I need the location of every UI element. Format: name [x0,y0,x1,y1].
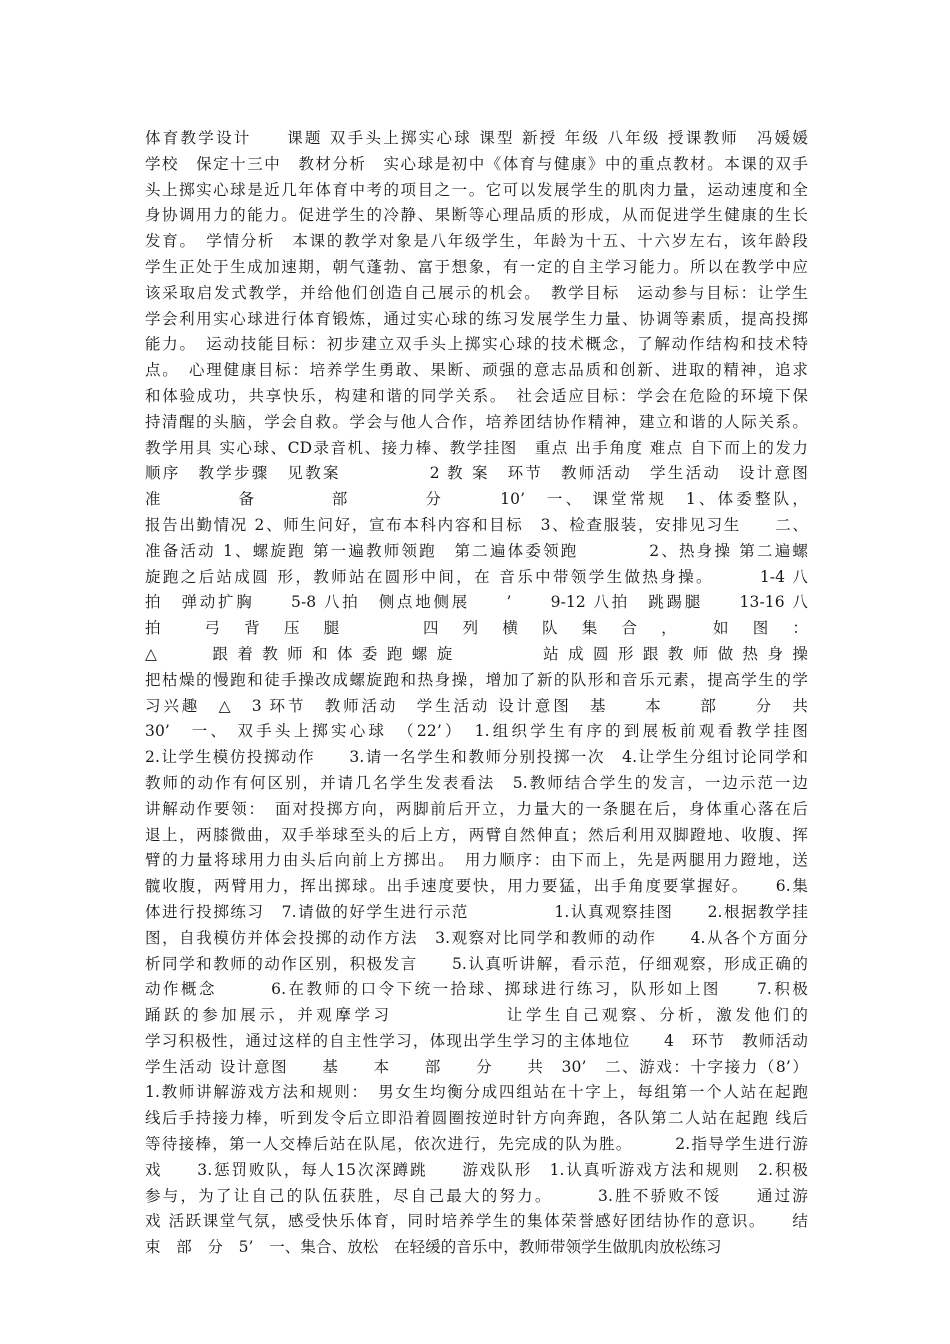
text-line: 图，自我模仿并体会投掷的动作方法 3.观察对比同学和教师的动作 4.从各个方面分 [145,928,808,947]
text-line: 发育。 学情分析 本课的教学对象是八年级学生，年龄为十五、十六岁左右，该年龄段 [145,232,808,251]
text-line: 戏 活跃课堂气氛，感受快乐体育，同时培养学生的集体荣誉感好团结协作的意识。 结 [145,1212,808,1231]
text-line: 身协调用力的能力。促进学生的冷静、果断等心理品质的形成，从而促进学生健康的生长 [145,206,808,225]
text-line: 旋跑之后站成圆 形，教师站在圆形中间，在 音乐中带领学生做热身操。 1-4 八 [145,567,808,586]
text-line: 线后手持接力棒，听到发令后立即沿着圆圈按逆时针方向奔跑，各队第二人站在起跑 线后 [145,1109,808,1128]
text-line: 析同学和教师的动作区别，积极发言 5.认真听讲解，看示范，仔细观察，形成正确的 [145,954,808,973]
text-line: 体进行投掷练习 7.请做的好学生进行示范 1.认真观察挂图 2.根据教学挂 [145,902,808,921]
text-line: 习兴趣 △ 3 环节 教师活动 学生活动 设计意图 基 本 部 分 共 [145,696,808,715]
text-line: 参与，为了让自己的队伍获胜，尽自己最大的努力。 3.胜不骄败不馁 通过游 [145,1186,808,1205]
text-line: 束 部 分 5’ 一、集合、放松 在轻缓的音乐中，教师带领学生做肌肉放松练习 [145,1238,722,1257]
text-line: 准 备 部 分 10’ 一、 课堂常规 1、体委整队， [145,490,808,509]
text-line: 学校 保定十三中 教材分析 实心球是初中《体育与健康》中的重点教材。本课的双手 [145,154,808,173]
text-line: 持清醒的头脑，学会自救。学会与他人合作，培养团结协作精神，建立和谐的人际关系。 [145,412,808,431]
text-line: 1.教师讲解游戏方法和规则： 男女生均衡分成四组站在十字上，每组第一个人站在起跑 [145,1083,808,1102]
text-line: 2.让学生模仿投掷动作 3.请一名学生和教师分别投掷一次 4.让学生分组讨论同学和 [145,748,808,767]
text-line: 顺序 教学步骤 见教案 2 教 案 环节 教师活动 学生活动 设计意图 [145,464,808,483]
text-line: 髋收腹，两臂用力，挥出掷球。出手速度要快，用力要猛，出手角度要掌握好。 6.集 [145,877,808,896]
text-line: 戏 3.惩罚败队，每人15次深蹲跳 游戏队形 1.认真听游戏方法和规则 2.积极 [145,1160,808,1179]
text-line: 学生正处于生成加速期，朝气蓬勃、富于想象，有一定的自主学习能力。所以在教学中应 [145,257,808,276]
text-line: 学会利用实心球进行体育锻炼，通过实心球的练习发展学生力量、协调等素质，提高投掷 [145,309,808,328]
lesson-plan-text [145,126,808,1261]
text-line: 能力。 运动技能目标：初步建立双手头上掷实心球的技术概念，了解动作结构和技术特 [145,335,808,354]
text-line: 点。 心理健康目标：培养学生勇敢、果断、顽强的意志品质和创新、进取的精神，追求 [145,361,808,380]
text-line: 学习积极性，通过这样的自主性学习，体现出学生学习的主体地位 4 环节 教师活动 [145,1031,808,1050]
text-line: 教学用具 实心球、CD录音机、接力棒、教学挂图 重点 出手角度 难点 自下而上的发力 [145,438,808,457]
text-line: 报告出勤情况 2、师生问好，宣布本科内容和目标 3、检查服装，安排见习生 二、 [145,515,808,534]
text-line: 该采取启发式教学，并给他们创造自己展示的机会。 教学目标 运动参与目标：让学生 [145,283,808,302]
text-line: 教师的动作有何区别，并请几名学生发表看法 5.教师结合学生的发言，一边示范一边 [145,773,808,792]
text-line: 把枯燥的慢跑和徒手操改成螺旋跑和热身操，增加了新的队形和音乐元素，提高学生的学 [145,670,808,689]
text-line: 学生活动 设计意图 基 本 部 分 共 30’ 二、游戏：十字接力（8’） [145,1057,808,1076]
text-line: 拍 弹动扩胸 5-8 八拍 侧点地侧展 ’ 9-12 八拍 跳踢腿 13-16 八 [145,593,808,612]
text-line: 头上掷实心球是近几年体育中考的项目之一。它可以发展学生的肌肉力量，运动速度和全 [145,180,808,199]
text-line: 30’ 一、 双手头上掷实心球 （22’） 1.组织学生有序的到展板前观看教学挂图 [145,722,808,741]
text-line: 拍 弓 背 压 腿 四 列 横 队 集 合 ， 如 图 ： [145,619,808,638]
text-line: 退上，两膝微曲，双手举球至头的后上方，两臂自然伸直；然后利用双脚蹬地、收腹、挥 [145,825,808,844]
text-line: 踊跃的参加展示，并观摩学习 让学生自己观察、分析，激发他们的 [145,1006,808,1025]
text-line: 体育教学设计 课题 双手头上掷实心球 课型 新授 年级 八年级 授课教师 冯媛媛 [145,129,808,147]
text-line: △ 跟 着 教 师 和 体 委 跑 螺 旋 站 成 圆 形 跟 教 师 做 热 身 操 [145,644,808,663]
text-line: 和体验成功，共享快乐，构建和谐的同学关系。 社会适应目标：学会在危险的环境下保 [145,386,808,405]
text-line: 动作概念 6.在教师的口令下统一拾球、掷球进行练习，队形如上图 7.积极 [145,980,808,999]
text-line: 等待接棒，第一人交棒后站在队尾，依次进行，先完成的队为胜。 2.指导学生进行游 [145,1135,808,1154]
text-line: 讲解动作要领： 面对投掷方向，两脚前后开立，力量大的一条腿在后，身体重心落在后 [145,799,808,818]
text-line: 臂的力量将球用力由头后向前上方掷出。 用力顺序：由下而上，先是两腿用力蹬地，送 [145,851,808,870]
text-line: 准备活动 1、螺旋跑 第一遍教师领跑 第二遍体委领跑 2、热身操 第二遍螺 [145,541,808,560]
